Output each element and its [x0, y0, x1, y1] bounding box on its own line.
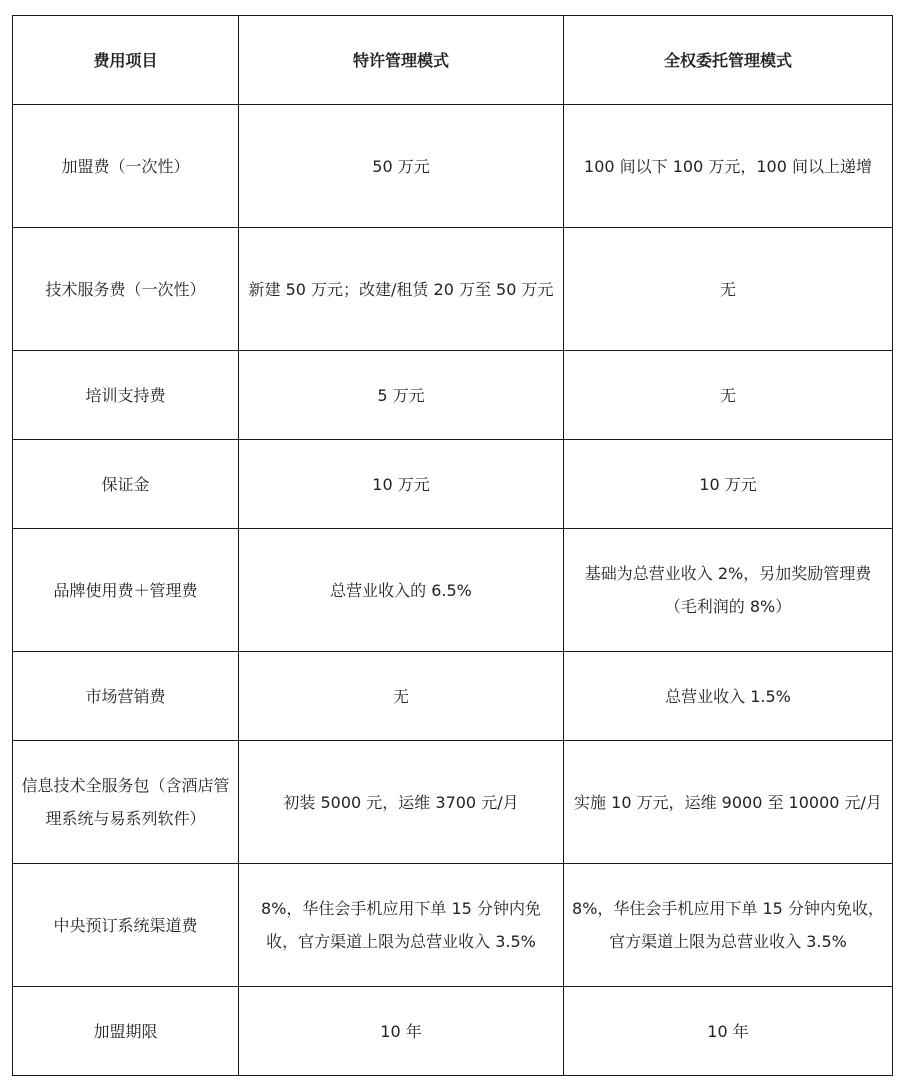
franchise-cell: 8%，华住会手机应用下单 15 分钟内免收，官方渠道上限为总营业收入 3.5% — [239, 864, 564, 987]
entrusted-cell: 100 间以下 100 万元，100 间以上递增 — [564, 105, 893, 228]
fee-item-cell: 品牌使用费＋管理费 — [13, 529, 239, 652]
entrusted-cell: 10 年 — [564, 987, 893, 1076]
fee-item-cell: 保证金 — [13, 440, 239, 529]
franchise-cell: 5 万元 — [239, 351, 564, 440]
table-row — [13, 440, 893, 529]
table-row — [13, 351, 893, 440]
franchise-cell: 50 万元 — [239, 105, 564, 228]
franchise-cell: 初装 5000 元，运维 3700 元/月 — [239, 741, 564, 864]
table-row — [13, 987, 893, 1076]
fee-item-cell: 培训支持费 — [13, 351, 239, 440]
franchise-cell: 无 — [239, 652, 564, 741]
fee-item-cell: 加盟期限 — [13, 987, 239, 1076]
table-row — [13, 105, 893, 228]
franchise-cell: 总营业收入的 6.5% — [239, 529, 564, 652]
franchise-cell: 新建 50 万元；改建/租赁 20 万至 50 万元 — [239, 228, 564, 351]
entrusted-cell: 无 — [564, 351, 893, 440]
franchise-cell: 10 年 — [239, 987, 564, 1076]
fee-item-cell: 加盟费（一次性） — [13, 105, 239, 228]
fee-item-cell: 中央预订系统渠道费 — [13, 864, 239, 987]
header-fee-item: 费用项目 — [13, 16, 239, 105]
entrusted-cell: 总营业收入 1.5% — [564, 652, 893, 741]
entrusted-cell: 10 万元 — [564, 440, 893, 529]
fee-item-cell: 技术服务费（一次性） — [13, 228, 239, 351]
table-row — [13, 864, 893, 987]
entrusted-cell: 8%，华住会手机应用下单 15 分钟内免收，官方渠道上限为总营业收入 3.5% — [564, 864, 893, 987]
table-header-row — [13, 16, 893, 105]
table-row — [13, 529, 893, 652]
table-row — [13, 228, 893, 351]
entrusted-cell: 实施 10 万元，运维 9000 至 10000 元/月 — [564, 741, 893, 864]
header-entrusted-mode: 全权委托管理模式 — [564, 16, 893, 105]
entrusted-cell: 基础为总营业收入 2%，另加奖励管理费（毛利润的 8%） — [564, 529, 893, 652]
fee-item-cell: 信息技术全服务包（含酒店管理系统与易系列软件） — [13, 741, 239, 864]
header-franchise-mode: 特许管理模式 — [239, 16, 564, 105]
fee-item-cell: 市场营销费 — [13, 652, 239, 741]
table-row — [13, 652, 893, 741]
entrusted-cell: 无 — [564, 228, 893, 351]
fee-comparison-table — [12, 15, 893, 1076]
table-row — [13, 741, 893, 864]
franchise-cell: 10 万元 — [239, 440, 564, 529]
